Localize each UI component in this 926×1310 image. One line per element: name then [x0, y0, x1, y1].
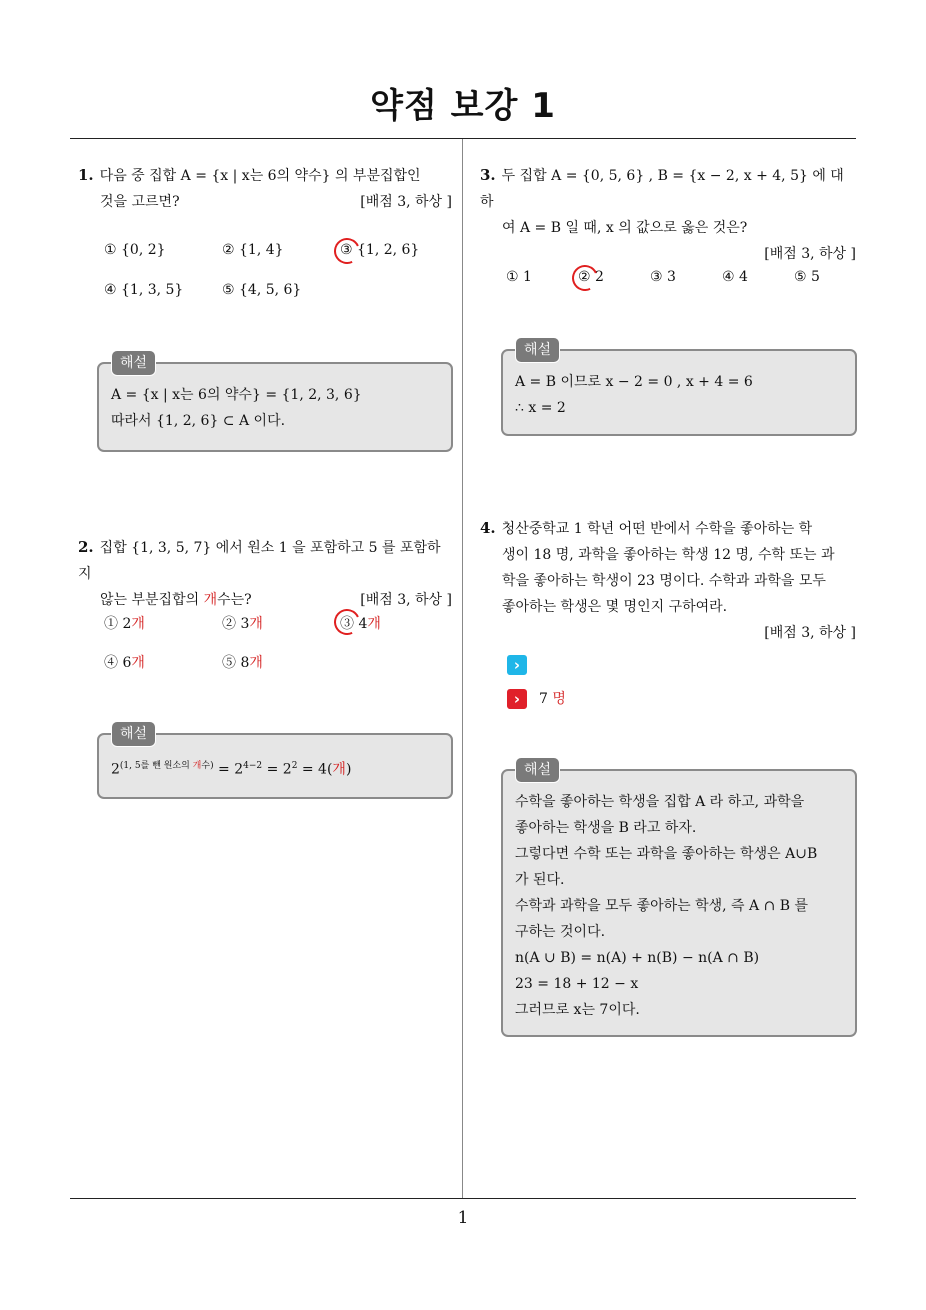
points-label: [배점 3, 하상 ]	[360, 592, 452, 608]
choice-3[interactable]: ③ 3	[650, 269, 676, 285]
choice-unit: 개	[367, 616, 381, 632]
solution-box-3	[501, 342, 857, 436]
question-text: 여 A = B 일 때, x 의 값으로 옳은 것은?	[502, 220, 748, 236]
question-text: 생이 18 명, 과학을 좋아하는 학생 12 명, 수학 또는 과	[502, 547, 835, 563]
sol-part: = 2	[213, 761, 244, 778]
sol-part: 수)	[201, 761, 214, 771]
solution-label: 해설	[515, 337, 560, 363]
sol-part: )	[345, 761, 352, 778]
answer-text	[539, 688, 566, 708]
question-2	[78, 534, 452, 613]
solution-box-4	[501, 762, 857, 1037]
solution-line: A = {x | x는 6의 약수} = {1, 2, 3, 6}	[111, 387, 362, 403]
solution-label: 해설	[111, 350, 156, 376]
points-label: [배점 3, 하상 ]	[764, 246, 856, 262]
choice-number: ③ 4	[340, 616, 368, 632]
question-4	[480, 515, 856, 646]
question-number: 1.	[78, 166, 94, 184]
choice-number: ② 3	[222, 616, 250, 632]
answer-toggle-icon[interactable]: ›	[507, 689, 527, 709]
solution-line: 그렇다면 수학 또는 과학을 좋아하는 학생은 A∪B	[515, 846, 818, 862]
question-text: 두 집합 A = {0, 5, 6} , B = {x − 2, x + 4, 5} 에 대하	[480, 168, 844, 210]
choice-4[interactable]: ④ {1, 3, 5}	[104, 282, 184, 298]
page-number: 1	[457, 1208, 469, 1228]
choice-2[interactable]: ② 2	[578, 269, 604, 285]
solution-line: ∴ x = 2	[515, 400, 566, 416]
question-1	[78, 162, 452, 215]
question-text: 청산중학교 1 학년 어떤 반에서 수학을 좋아하는 학	[501, 521, 813, 537]
question-number: 4.	[480, 519, 496, 537]
choice-5[interactable]	[222, 652, 263, 672]
points-label: [배점 3, 하상 ]	[764, 625, 856, 641]
sol-part: = 2	[262, 761, 292, 778]
question-text: 것을 고르면?	[100, 194, 180, 210]
solution-line: A = B 이므로 x − 2 = 0 , x + 4 = 6	[515, 374, 753, 390]
solution-label: 해설	[111, 721, 156, 747]
sol-part: 2	[291, 761, 298, 771]
choice-4[interactable]: ④ 4	[722, 269, 748, 285]
choice-1[interactable]	[104, 613, 145, 633]
bottom-divider	[70, 1198, 856, 1199]
question-number: 2.	[78, 538, 94, 556]
answer-mark-icon	[330, 234, 363, 267]
sol-part: 2	[111, 761, 120, 778]
choice-number: ⑤ 8	[222, 655, 250, 671]
sol-part: 개	[192, 761, 202, 771]
top-divider	[70, 138, 856, 139]
choice-3[interactable]: ③ {1, 2, 6}	[340, 242, 420, 258]
column-divider	[462, 139, 463, 1198]
solution-box-1	[97, 355, 453, 452]
question-text: 좋아하는 학생은 몇 명인지 구하여라.	[502, 599, 728, 615]
page-title: 약점 보강 1	[370, 86, 556, 126]
choice-unit: 개	[131, 616, 145, 632]
question-text: 않는 부분집합의	[100, 592, 204, 608]
choice-2[interactable]	[222, 613, 263, 633]
question-3	[480, 162, 856, 267]
solution-box-2	[97, 726, 453, 799]
choice-unit: 개	[249, 616, 263, 632]
choice-number: ④ 6	[104, 655, 132, 671]
question-text: 수는?	[217, 592, 252, 608]
solution-line: 23 = 18 + 12 − x	[515, 976, 639, 992]
question-text: 집합 {1, 3, 5, 7} 에서 원소 1 을 포함하고 5 를 포함하지	[78, 540, 441, 582]
choice-4[interactable]	[104, 652, 145, 672]
solution-line: 그러므로 x는 7이다.	[515, 1002, 640, 1018]
hint-toggle-icon[interactable]: ›	[507, 655, 527, 675]
choice-2[interactable]: ② {1, 4}	[222, 242, 284, 258]
solution-line: 따라서 {1, 2, 6} ⊂ A 이다.	[111, 413, 286, 429]
answer-number: 7	[539, 691, 548, 707]
choice-number: ① 2	[104, 616, 132, 632]
solution-line: 가 된다.	[515, 872, 565, 888]
sol-part: = 4(	[297, 761, 333, 778]
solution-line: 수학을 좋아하는 학생을 집합 A 라 하고, 과학을	[515, 794, 805, 810]
question-text: 학을 좋아하는 학생이 23 명이다. 수학과 과학을 모두	[502, 573, 826, 589]
choice-1[interactable]: ① {0, 2}	[104, 242, 166, 258]
choice-5[interactable]: ⑤ 5	[794, 269, 820, 285]
solution-line: n(A ∪ B) = n(A) + n(B) − n(A ∩ B)	[515, 950, 760, 966]
answer-unit: 명	[552, 691, 566, 707]
choice-unit: 개	[249, 655, 263, 671]
question-number: 3.	[480, 166, 496, 184]
sol-part: 개	[332, 761, 346, 778]
points-label: [배점 3, 하상 ]	[360, 194, 452, 210]
question-text: 다음 중 집합 A = {x | x는 6의 약수} 의 부분집합인	[99, 168, 421, 184]
solution-line: 수학과 과학을 모두 좋아하는 학생, 즉 A ∩ B 를	[515, 898, 809, 914]
highlight-text: 개	[203, 592, 218, 608]
solution-line: 좋아하는 학생을 B 라고 하자.	[515, 820, 697, 836]
solution-label: 해설	[515, 757, 560, 783]
solution-line	[111, 753, 439, 783]
sol-part: 4−2	[243, 761, 263, 771]
solution-line: 구하는 것이다.	[515, 924, 606, 940]
choice-1[interactable]: ① 1	[506, 269, 532, 285]
choice-5[interactable]: ⑤ {4, 5, 6}	[222, 282, 302, 298]
choice-unit: 개	[131, 655, 145, 671]
sol-part: (1, 5를 뺀 원소의	[119, 761, 193, 771]
